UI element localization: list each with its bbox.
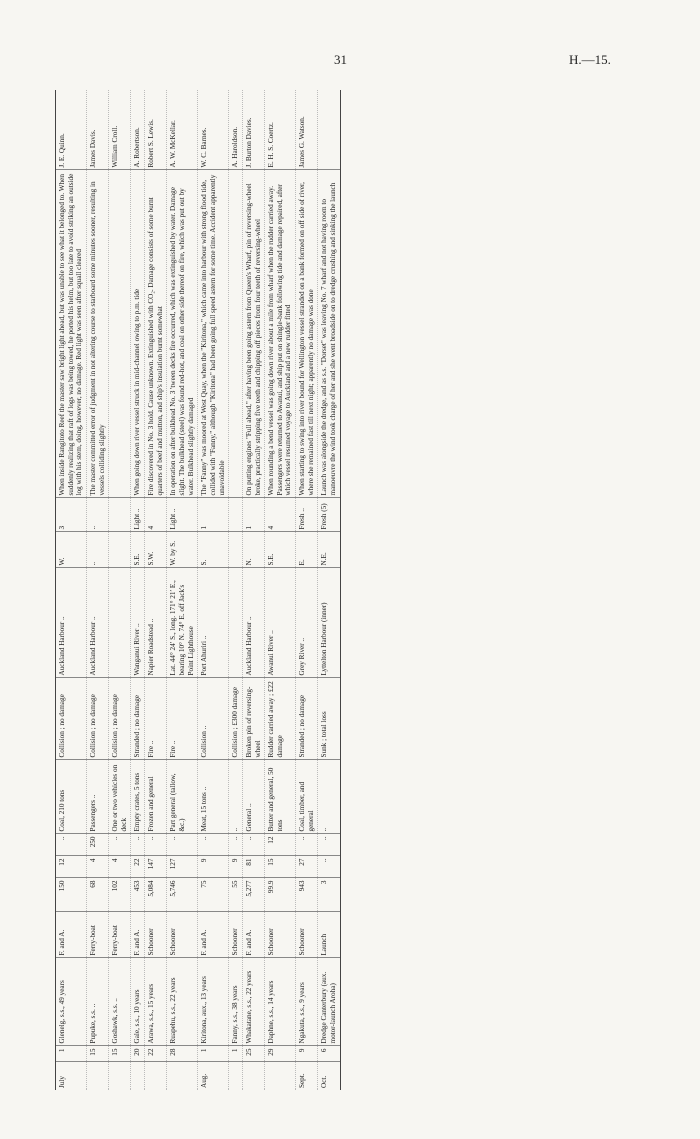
month-cell	[265, 1062, 296, 1090]
table-row	[145, 90, 167, 1090]
passengers-cell: ..	[296, 834, 318, 856]
rig-cell: Ferry-boat	[109, 912, 131, 958]
crew-cell: 27	[296, 856, 318, 878]
day-cell: 1	[229, 1046, 243, 1062]
officer-cell: A. Haroldson.	[229, 90, 243, 170]
cargo-cell: Passengers ..	[86, 760, 108, 834]
tonnage-cell: 453	[131, 878, 145, 912]
passengers-cell: ..	[56, 834, 87, 856]
cargo-cell: Meat, 15 tons ..	[198, 760, 229, 834]
tonnage-cell: 5,084	[145, 878, 167, 912]
cargo-cell: Coal, timber, and general	[296, 760, 318, 834]
details-cell: When going down river vessel struck in mid-channel owing to p.m. tide	[131, 170, 145, 498]
passengers-cell: 12	[265, 834, 296, 856]
tonnage-cell: 68	[86, 878, 108, 912]
casualty-table	[55, 90, 665, 1090]
crew-cell: 22	[131, 856, 145, 878]
casualty-nature-cell: Stranded ; no damage	[296, 678, 318, 760]
crew-cell: 4	[109, 856, 131, 878]
table-row	[86, 90, 108, 1090]
place-cell	[109, 568, 131, 678]
month-cell: Aug.	[198, 1062, 229, 1090]
day-cell: 6	[318, 1046, 340, 1062]
passengers-cell: ..	[109, 834, 131, 856]
casualty-nature-cell: Collision ; no damage	[109, 678, 131, 760]
wind-cell	[109, 532, 131, 568]
force-cell: Light ..	[167, 498, 198, 532]
table-row	[198, 90, 229, 1090]
passengers-cell: 250	[86, 834, 108, 856]
force-cell: 3	[56, 498, 87, 532]
place-cell: Auckland Harbour ..	[56, 568, 87, 678]
month-cell	[131, 1062, 145, 1090]
cargo-cell: Frozen and general	[145, 760, 167, 834]
vessel-cell: Gale, s.s., 10 years	[131, 958, 145, 1046]
casualty-nature-cell: Stranded ; no damage	[131, 678, 145, 760]
day-cell: 28	[167, 1046, 198, 1062]
rig-cell: Schooner	[167, 912, 198, 958]
place-cell: Lyttelton Harbour (inner)	[318, 568, 340, 678]
cargo-cell: Butter and general, 50 tons	[265, 760, 296, 834]
crew-cell: 147	[145, 856, 167, 878]
wind-cell: S.W.	[145, 532, 167, 568]
place-cell: Lat. 44° 24′ S., long. 171° 21′ E., bearing 10° N. 74° E. off Jack's Point Lighthouse	[167, 568, 198, 678]
wind-cell: N.E.	[318, 532, 340, 568]
officer-cell: J. Burton Davies.	[242, 90, 264, 170]
casualty-nature-cell: Fire ..	[145, 678, 167, 760]
table-row	[229, 90, 243, 1090]
tonnage-cell: 5,277	[242, 878, 264, 912]
vessel-cell: Dredge Canterbury (aux. motor-launch Aroha)	[318, 958, 340, 1046]
rig-cell: F. and A.	[242, 912, 264, 958]
force-cell: 4	[265, 498, 296, 532]
month-cell	[167, 1062, 198, 1090]
wind-cell: S.	[198, 532, 229, 568]
officer-cell: W. C. Barnes.	[198, 90, 229, 170]
rig-cell: F. and A.	[198, 912, 229, 958]
table-row	[56, 90, 87, 1090]
rig-cell: F. and A.	[56, 912, 87, 958]
force-cell: ..	[86, 498, 108, 532]
wind-cell: W.	[56, 532, 87, 568]
rig-cell: Ferry-boat	[86, 912, 108, 958]
cargo-cell: General ..	[242, 760, 264, 834]
passengers-cell: ..	[318, 834, 340, 856]
month-cell	[242, 1062, 264, 1090]
crew-cell: 9	[229, 856, 243, 878]
month-cell: Oct.	[318, 1062, 340, 1090]
table-row	[242, 90, 264, 1090]
vessel-cell: Ruapehu, s.s., 22 years	[167, 958, 198, 1046]
passengers-cell: ..	[242, 834, 264, 856]
tonnage-cell: 5,746	[167, 878, 198, 912]
cargo-cell: Coal, 210 tons	[56, 760, 87, 834]
tonnage-cell: 75	[198, 878, 229, 912]
officer-cell: James G. Watson.	[296, 90, 318, 170]
month-cell	[229, 1062, 243, 1090]
officer-cell	[318, 90, 340, 170]
passengers-cell: ..	[145, 834, 167, 856]
wind-cell: N.	[242, 532, 264, 568]
table-row	[167, 90, 198, 1090]
table-row	[131, 90, 145, 1090]
day-cell: 25	[242, 1046, 264, 1062]
casualty-nature-cell: Collision ; £300 damage	[229, 678, 243, 760]
officer-cell: J. E. Quinn.	[56, 90, 87, 170]
force-cell: Fresh ..	[296, 498, 318, 532]
details-cell: The master committed error of judgment in not altering course to starboard some minutes sooner, resulting in vessels colliding slightly	[86, 170, 108, 498]
officer-cell: E. H. S. Coertz.	[265, 90, 296, 170]
rig-cell: Schooner	[229, 912, 243, 958]
force-cell: 4	[145, 498, 167, 532]
month-cell: July	[56, 1062, 87, 1090]
place-cell: Port Ahuriri ..	[198, 568, 229, 678]
passengers-cell: ..	[167, 834, 198, 856]
wind-cell	[229, 532, 243, 568]
vessel-cell: Pupuke, s.s. ..	[86, 958, 108, 1046]
force-cell	[229, 498, 243, 532]
place-cell	[229, 568, 243, 678]
vessel-cell: Daphne, s.s., 14 years	[265, 958, 296, 1046]
details-cell: On putting engines "Full ahead," after having been going astern from Queen's Wharf, pin of reversing-wheel broke, practically stripping five teeth and chipping off pieces from four teeth of reversing-wheel	[242, 170, 264, 498]
day-cell: 15	[86, 1046, 108, 1062]
passengers-cell: ..	[229, 834, 243, 856]
details-cell	[109, 170, 131, 498]
casualty-nature-cell: Collision ..	[198, 678, 229, 760]
place-cell: Auckland Harbour ..	[86, 568, 108, 678]
place-cell: Grey River ..	[296, 568, 318, 678]
officer-cell: William Croll.	[109, 90, 131, 170]
rig-cell: Schooner	[145, 912, 167, 958]
officer-cell: James Davis.	[86, 90, 108, 170]
tonnage-cell: 99.9	[265, 878, 296, 912]
crew-cell: ..	[318, 856, 340, 878]
vessel-cell: Whakatane, s.s., 22 years	[242, 958, 264, 1046]
casualty-nature-cell: Broken pin of reversing-wheel	[242, 678, 264, 760]
force-cell: 1	[198, 498, 229, 532]
casualty-nature-cell: Collision ; no damage	[56, 678, 87, 760]
casualty-nature-cell: Sunk ; total loss	[318, 678, 340, 760]
place-cell: Auckland Harbour ..	[242, 568, 264, 678]
tonnage-cell: 943	[296, 878, 318, 912]
table-row	[265, 90, 296, 1090]
vessel-cell: Goshawk, s.s. ..	[109, 958, 131, 1046]
table-row	[296, 90, 318, 1090]
force-cell: Fresh (5)	[318, 498, 340, 532]
rig-cell: F. and A.	[131, 912, 145, 958]
table-row	[109, 90, 131, 1090]
passengers-cell: ..	[198, 834, 229, 856]
details-cell: Launch was alongside the dredge, and as s.s. "Dorset" was leaving No. 7 wharf and not having room to manoeuvre the wind took charge of her and she went broadside on to dredge crushing and sinking the launch	[318, 170, 340, 498]
page-number: 31	[334, 52, 347, 67]
details-cell: When inside Rangitoto Reef the master saw bright light ahead, but was unable to see what it belonged to. When suddenly realizing that raft of logs was being towed, he ported his helm, but too late to avoid striking an outside log with his stem, doing, however, no damage. Red light was seen after squall cleared	[56, 170, 87, 498]
month-cell: Sept.	[296, 1062, 318, 1090]
day-cell: 20	[131, 1046, 145, 1062]
passengers-cell: ..	[131, 834, 145, 856]
details-cell: In operation on after bulkhead No. 3 'tween decks fire occurred, which was extinguished by water. Damage slight. The bulkhead (steel) was found red-hot, and coal on other side thereof on fire, which was put out by water. Bulkhead slightly damaged	[167, 170, 198, 498]
cargo-cell: Part general (tallow, &c.)	[167, 760, 198, 834]
wind-cell: E.	[296, 532, 318, 568]
month-cell	[145, 1062, 167, 1090]
officer-cell: A. Robertson.	[131, 90, 145, 170]
month-cell	[86, 1062, 108, 1090]
day-cell: 1	[56, 1046, 87, 1062]
cargo-cell: ..	[318, 760, 340, 834]
vessel-cell: Fanny, s.s., 38 years	[229, 958, 243, 1046]
wind-cell: S.E.	[265, 532, 296, 568]
cargo-cell: One or two vehicles on deck	[109, 760, 131, 834]
place-cell: Napier Roadstead ..	[145, 568, 167, 678]
casualty-nature-cell: Rudder carried away ; £22 damage	[265, 678, 296, 760]
force-cell	[109, 498, 131, 532]
crew-cell: 4	[86, 856, 108, 878]
crew-cell: 9	[198, 856, 229, 878]
details-cell: When rounding a bend vessel was going down river about a mile from wharf when the rudder carried away. Passengers were returned to Awanui, and ship put on shingle-bank following tide and damage repaired, after which vessel resumed voyage to Auckland and a new rudder fitted	[265, 170, 296, 498]
officer-cell: A. W. McKellar.	[167, 90, 198, 170]
casualty-nature-cell: Collision ; no damage	[86, 678, 108, 760]
tonnage-cell: 55	[229, 878, 243, 912]
details-cell: Fire discovered in No. 3 hold. Cause unknown. Extinguished with CO₂. Damage consists of some burnt quarters of beef and mutton, and ship's insulation burnt somewhat	[145, 170, 167, 498]
day-cell: 29	[265, 1046, 296, 1062]
rig-cell: Launch	[318, 912, 340, 958]
cargo-cell: ..	[229, 760, 243, 834]
vessel-cell: Glenelg, s.s., 49 years	[56, 958, 87, 1046]
place-cell: Awanui River ..	[265, 568, 296, 678]
wind-cell: ..	[86, 532, 108, 568]
place-cell: Wanganui River ..	[131, 568, 145, 678]
casualty-nature-cell: Fire ..	[167, 678, 198, 760]
force-cell: 1	[242, 498, 264, 532]
day-cell: 15	[109, 1046, 131, 1062]
details-cell	[229, 170, 243, 498]
document-reference: H.—15.	[569, 52, 611, 67]
month-cell	[109, 1062, 131, 1090]
vessel-cell: Ngakuta, s.s., 9 years	[296, 958, 318, 1046]
crew-cell: 81	[242, 856, 264, 878]
tonnage-cell: 150	[56, 878, 87, 912]
wind-cell: W. by S.	[167, 532, 198, 568]
day-cell: 1	[198, 1046, 229, 1062]
rig-cell: Schooner	[296, 912, 318, 958]
details-cell: When starting to swing into river bound for Wellington vessel stranded on a bank formed on off side of river, where she remained fast till next night; apparently no damage was done	[296, 170, 318, 498]
crew-cell: 15	[265, 856, 296, 878]
vessel-cell: Kiritona, aux., 13 years	[198, 958, 229, 1046]
tonnage-cell: 3	[318, 878, 340, 912]
day-cell: 22	[145, 1046, 167, 1062]
cargo-cell: Empty crates, 5 tons	[131, 760, 145, 834]
table-body	[56, 90, 341, 1090]
tonnage-cell: 102	[109, 878, 131, 912]
crew-cell: 127	[167, 856, 198, 878]
crew-cell: 12	[56, 856, 87, 878]
details-cell: The "Fanny" was moored at West Quay, when the "Kiritona," which came into harbour with strong flood tide, collided with "Fanny," although "Kiritona" had been going full speed astern for some time. Accident apparently unavoidable	[198, 170, 229, 498]
rig-cell: Schooner	[265, 912, 296, 958]
wind-cell: S.E.	[131, 532, 145, 568]
day-cell: 9	[296, 1046, 318, 1062]
vessel-cell: Arawa, s.s., 15 years	[145, 958, 167, 1046]
force-cell: Light ..	[131, 498, 145, 532]
officer-cell: Robert S. Lewis.	[145, 90, 167, 170]
table-row	[318, 90, 340, 1090]
